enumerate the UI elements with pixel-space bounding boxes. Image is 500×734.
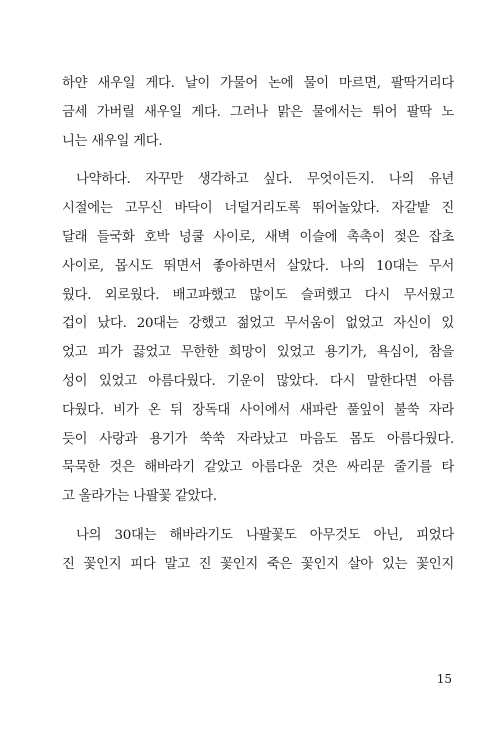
text-line: 사이로, 몹시도 뛰면서 좋아하면서 살았다. 나의 10대는 무서 [62,258,454,274]
paragraph [62,70,454,156]
body-text [62,70,454,580]
paragraph [62,522,454,580]
text-line: 겁이 났다. 20대는 강했고 젊었고 무서움이 없었고 자신이 있 [62,316,454,332]
text-line: 나약하다. 자꾸만 생각하고 싶다. 무엇이든지. 나의 유년 [76,172,454,188]
text-line: 묵묵한 것은 해바라기 같았고 아름다운 것은 싸리문 줄기를 타 [62,460,454,476]
paragraph [62,166,454,512]
page-number: 15 [436,672,452,686]
text-line: 니는 새우일 게다. [62,133,163,149]
text-line: 성이 있었고 아름다웠다. 기운이 많았다. 다시 말한다면 아름 [62,373,454,389]
text-line: 달래 들국화 호박 넝쿨 사이로, 새벽 이슬에 촉촉이 젖은 잡초 [62,229,454,245]
text-line: 금세 가버릴 새우일 게다. 그러나 맑은 물에서는 튀어 팔딱 노 [62,104,454,120]
paragraph-gap [62,512,454,522]
text-line: 듯이 사랑과 용기가 쑥쑥 자라났고 마음도 몸도 아름다웠다. [62,431,454,447]
text-line: 나의 30대는 해바라기도 나팔꽃도 아무것도 아닌, 피었다 [76,527,454,543]
text-line: 진 꽃인지 피다 말고 진 꽃인지 죽은 꽃인지 살아 있는 꽃인지 [62,556,454,572]
text-line: 시절에는 고무신 바닥이 너덜거리도록 뛰어놀았다. 자갈밭 진 [62,201,454,217]
paragraph-gap [62,156,454,166]
text-line: 고 올라가는 나팔꽃 같았다. [62,489,217,505]
text-line: 웠다. 외로웠다. 배고파했고 많이도 슬퍼했고 다시 무서웠고 [62,287,454,303]
text-line: 다웠다. 비가 온 뒤 장독대 사이에서 새파란 풀잎이 불쑥 자라 [62,402,454,418]
text-line: 었고 피가 끓었고 무한한 희망이 있었고 용기가, 욕심이, 참을 [62,345,454,361]
text-line: 하얀 새우일 게다. 날이 가물어 논에 물이 마르면, 팔딱거리다 [62,76,454,91]
